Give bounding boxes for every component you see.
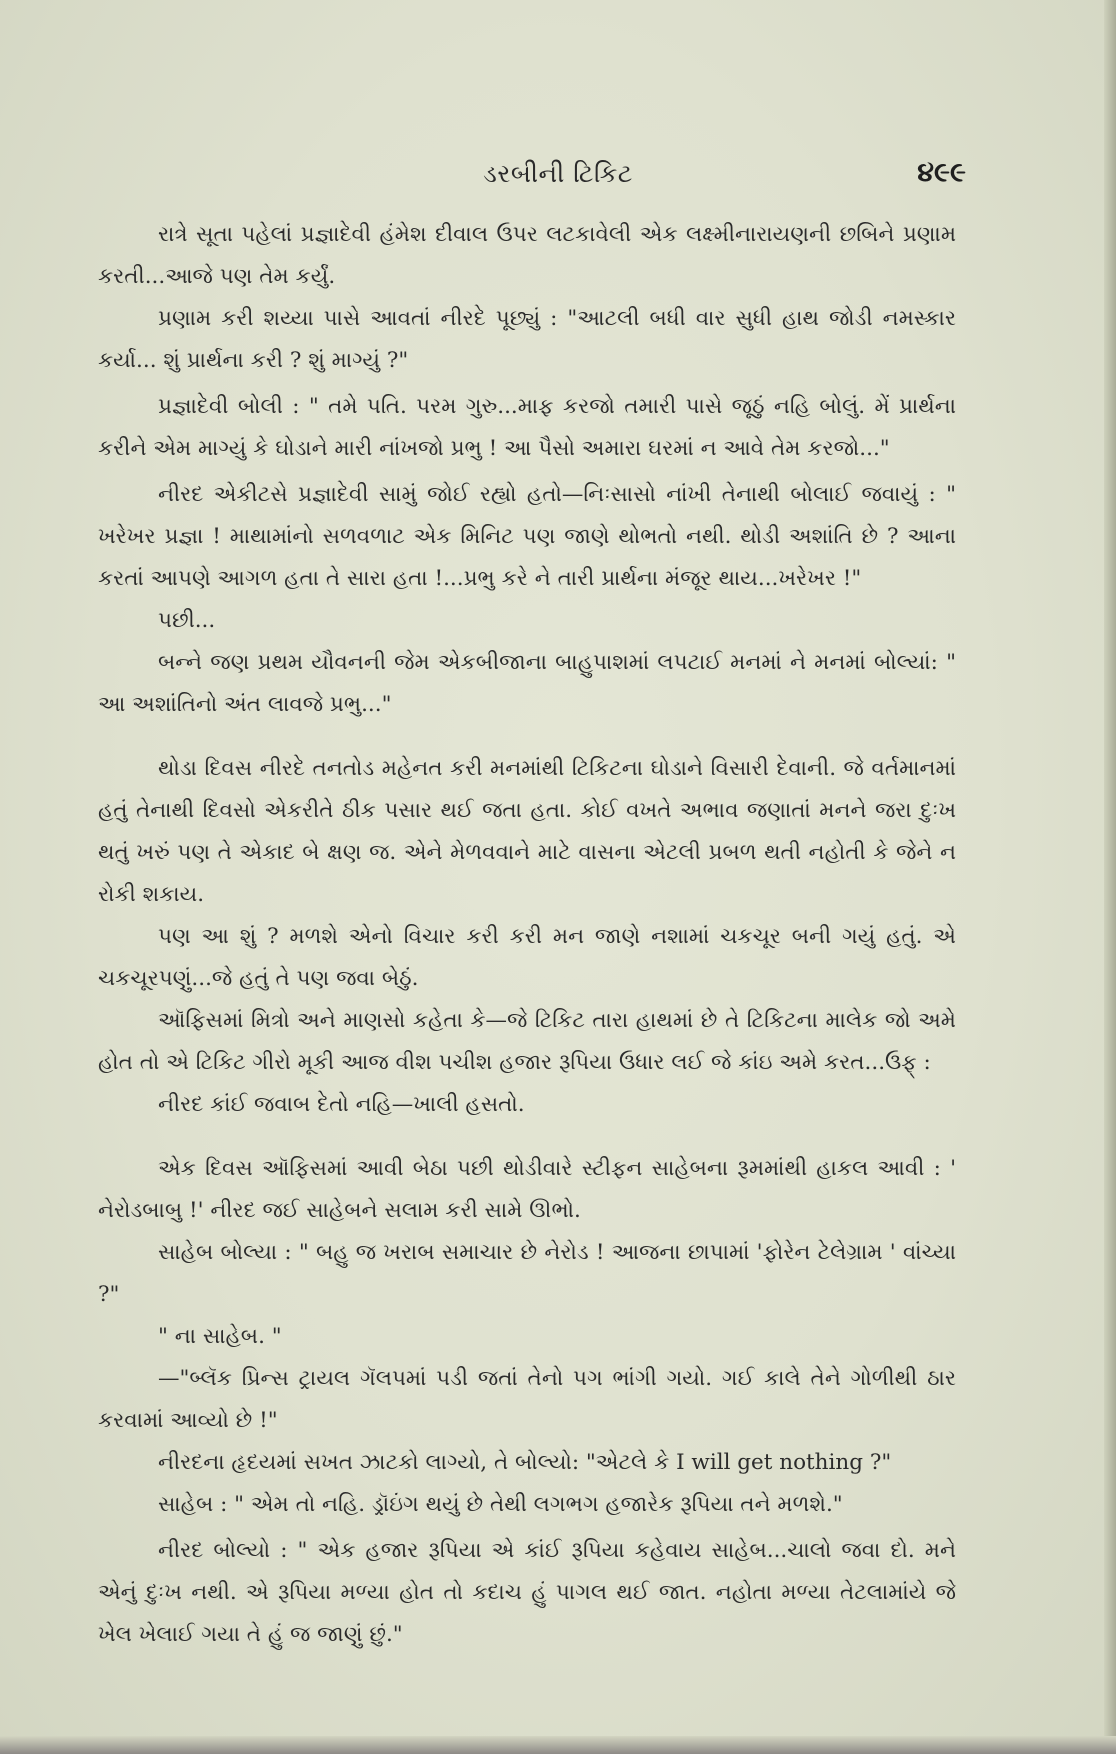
page-number: ૪૯૯ xyxy=(917,157,966,188)
paragraph: નીરદના હૃદયમાં સખત ઝાટકો લાગ્યો, તે બોલ્યો: "એટલે કે I will get nothing ?" xyxy=(158,1450,892,1475)
page-edge-shadow xyxy=(1104,0,1116,1754)
paragraph: ઑફિસમાં મિત્રો અને માણસો કહેતા કે—જે ટિકિટ તારા હાથમાં છે તે ટિકિટના માલેક જો અમે હોત તો એ ટિકિટ ગીરો મૂકી આજ વીશ પચીશ હજાર રૂપિયા ઉધાર લઈ જે કાંઇ અમે કરત...ઉફ્ : xyxy=(98,1008,956,1075)
paragraph: પ્રજ્ઞાદેવી બોલી : " તમે પતિ. પરમ ગુરુ...માફ કરજો તમારી પાસે જૂઠું નહિ બોલું. મેં પ્રાર્થના કરીને એમ માગ્યું કે ઘોડાને મારી નાંખજો પ્રભુ ! આ પૈસો અમારા ઘરમાં ન આવે તેમ કરજો..." xyxy=(98,394,956,461)
running-title: ડરબીની ટિકિટ xyxy=(483,159,633,188)
chapter-body xyxy=(98,214,956,1656)
page-bottom-edge xyxy=(0,1736,1116,1754)
paragraph: નીરદ કાંઈ જવાબ દેતો નહિ—ખાલી હસતો. xyxy=(158,1092,525,1117)
paragraph: " ના સાહેબ. " xyxy=(158,1324,282,1349)
paragraph: રાત્રે સૂતા પહેલાં પ્રજ્ઞાદેવી હંમેશ દીવાલ ઉપર લટકાવેલી એક લક્ષ્મીનારાયણની છબિને પ્રણામ કરતી...આજે પણ તેમ કર્યું. xyxy=(98,222,956,289)
paragraph: બન્ને જણ પ્રથમ યૌવનની જેમ એકબીજાના બાહુપાશમાં લપટાઈ મનમાં ને મનમાં બોલ્યાં: " આ અશાંતિનો અંત લાવજે પ્રભુ..." xyxy=(98,650,956,717)
paragraph: પછી... xyxy=(158,608,216,633)
paragraph: નીરદ બોલ્યો : " એક હજાર રૂપિયા એ કાંઈ રૂપિયા કહેવાય સાહેબ...ચાલો જવા દો. મને એનું દુઃખ નથી. એ રૂપિયા મળ્યા હોત તો કદાચ હું પાગલ થઈ જાત. નહોતા મળ્યા તેટલામાંયે જે ખેલ ખેલાઈ ગયા તે હું જ જાણું છું." xyxy=(98,1538,956,1647)
page-header xyxy=(0,155,1116,195)
paragraph: પણ આ શું ? મળશે એનો વિચાર કરી કરી મન જાણે નશામાં ચકચૂર બની ગયું હતું. એ ચકચૂરપણું...જે હતું તે પણ જવા બેઠું. xyxy=(98,924,956,991)
paragraph: થોડા દિવસ નીરદે તનતોડ મહેનત કરી મનમાંથી ટિકિટના ઘોડાને વિસારી દેવાની. જે વર્તમાનમાં હતું તેનાથી દિવસો એકરીતે ઠીક પસાર થઈ જતા હતા. કોઈ વખતે અભાવ જણાતાં મનને જરા દુઃખ થતું ખરું પણ તે એકાદ બે ક્ષણ જ. એને મેળવવાને માટે વાસના એટલી પ્રબળ થતી નહોતી કે જેને ન રોકી શકાય. xyxy=(98,756,956,907)
paragraph: —"બ્લૅક પ્રિન્સ ટ્રાયલ ગૅલપમાં પડી જતાં તેનો પગ ભાંગી ગયો. ગઈ કાલે તેને ગોળીથી ઠાર કરવામાં આવ્યો છે !" xyxy=(98,1366,956,1433)
paragraph: પ્રણામ કરી શય્યા પાસે આવતાં નીરદે પૂછ્યું : "આટલી બધી વાર સુધી હાથ જોડી નમસ્કાર કર્યા... શું પ્રાર્થના કરી ? શું માગ્યું ?" xyxy=(98,306,956,373)
paragraph: સાહેબ બોલ્યા : " બહુ જ ખરાબ સમાચાર છે નેરોડ ! આજના છાપામાં 'ફોરેન ટેલેગ્રામ ' વાંચ્યા ?" xyxy=(98,1240,956,1307)
paragraph: નીરદ એકીટસે પ્રજ્ઞાદેવી સામું જોઈ રહ્યો હતો—નિઃસાસો નાંખી તેનાથી બોલાઈ જવાયું : " ખરેખર પ્રજ્ઞા ! માથામાંનો સળવળાટ એક મિનિટ પણ જાણે થોભતો નથી. થોડી અશાંતિ છે ? આના કરતાં આપણે આગળ હતા તે સારા હતા !...પ્રભુ કરે ને તારી પ્રાર્થના મંજૂર થાય...ખરેખર !" xyxy=(98,482,956,591)
paragraph: સાહેબ : " એમ તો નહિ. ડ્રૉઇંગ થયું છે તેથી લગભગ હજારેક રૂપિયા તને મળશે." xyxy=(158,1492,843,1517)
paragraph: એક દિવસ ઑફિસમાં આવી બેઠા પછી થોડીવારે સ્ટીફન સાહેબના રૂમમાંથી હાકલ આવી : ' નેરોડબાબુ !' નીરદ જઈ સાહેબને સલામ કરી સામે ઊભો. xyxy=(98,1156,956,1223)
